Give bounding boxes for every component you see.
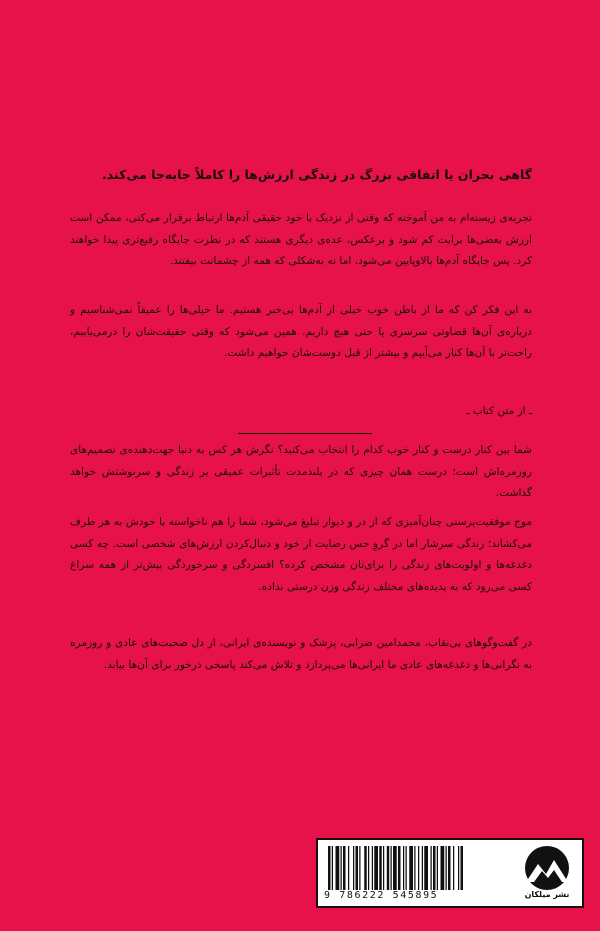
barcode-bar [374,846,378,890]
excerpt-source-note: ـ از متن کتاب ـ [466,405,532,417]
barcode-bar [437,846,438,890]
description-paragraph-3: در گفت‌وگوهای بی‌نقاب، محمدامین ضرابی، پزشک و نویسنده‌ی ایرانی، از دل صحبت‌های عادی و روزمره به نگرانی‌ها و دغدغه‌های عادی ما ایرانی‌ها می‌پردازد و تلاش می‌کند پاسخی درخور برای آن‌ها بیابد. [70,637,532,671]
barcode-bar [348,846,349,890]
description-paragraph-2: موج موفقیت‌پرستی چنان‌آمیزی که از در و دیوار تبلیغ می‌شود، شما را هم ناخواسته با خودش به هر طرف می‌کشاند؛ زندگی سرشار اما در گروِ حس رضایت از خود و دنبال‌کردن ارزش‌های شخصی است. چه کسی دغدغه‌ها و اولویت‌های زندگی را برای‌تان مشخص کرده؟ افسردگی و سرخوردگی بیش‌تر از همه سراغ کسی می‌رود که به پدیده‌های مختلف زندگی وزن درستی نداده. [70,516,532,593]
excerpt-paragraph-2: به این فکر کن که ما از باطن خوب خیلی از آدم‌ها بی‌خبر هستیم. ما خیلی‌ها را عمیقاً نمی‌شناسیم و درباره‌ی آن‌ها قضاوتی سرسری یا حتی هیچ داریم. همین می‌شود که وقتی حقیقت‌شان را درمی‌یابیم، راحت‌تر با آن‌ها کنار می‌آییم و بیشتر از قبل دوست‌شان خواهیم داشت. [70,304,532,359]
barcode-bar [424,846,428,890]
barcode-bar [364,846,367,890]
barcode-bar [422,846,423,890]
barcode-bar [393,846,397,890]
barcode-bar [414,846,415,890]
barcode-bar [418,846,419,890]
barcode-bar [328,846,331,890]
barcode-bar [406,846,407,890]
barcode-bar [356,846,359,890]
barcode-bar [379,846,382,890]
barcode-bar [372,846,373,890]
barcode-bar [398,846,401,890]
barcode-bar [403,846,404,890]
barcode-bar [332,846,333,890]
barcode-bar [368,846,369,890]
barcode-bar [353,846,354,890]
publisher-name: نشر میلکان [524,890,570,899]
isbn-number: 9 786222 545895 [324,890,439,901]
barcode-panel [316,838,584,908]
barcode-bar [461,846,464,890]
barcode-bar [341,846,342,890]
mountains-logo-icon [516,844,578,904]
barcode-bar [458,846,459,890]
barcode-bar [409,846,413,890]
barcode-bar [391,846,392,890]
description-paragraph-1: شما بین کنار درست و کنار خوب کدام را انتخاب می‌کنید؟ نگرش هر کس به دنیا جهت‌دهنده‌ی تصمیم‌های روزمره‌اش است؛ درست همان چیزی که در بلندمدت تأثیرات عمیقی بر زندگی و سرنوشتش خواهد گذاشت. [70,444,532,499]
barcode-bar [383,846,384,890]
barcode-bar [448,846,451,890]
barcode-bar [433,846,436,890]
barcode-bar [336,846,340,890]
barcode-bar [343,846,346,890]
section-divider [238,433,372,434]
barcode-bar [359,846,360,890]
cover-heading: گاهی بحران یا اتفاقی بزرگ در زندگی ارزش‌ها را کاملاً جابه‌جا می‌کند. [102,167,532,182]
barcode-bar [453,846,454,890]
excerpt-paragraph-1: تجربه‌ی زیسته‌ام به من آموخته که وقتی از نزدیک با خود حقیقی آدم‌ها ارتباط برقرار می‌کنی، ممکن است ارزش بعضی‌ها برایت کم شود و برعکس، عده‌ی دیگری هستند که در نظرت جایگاه رفیع‌تری پیدا خواهند کرد. پس جایگاه آدم‌ها بالا‌وپایین می‌شود، اما نه به‌شکلی که همه از چشمانت بیفتند. [70,212,532,267]
barcode-bar [431,846,432,890]
isbn-barcode [324,846,510,892]
barcode-bar [446,846,447,890]
barcode-bar [387,846,390,890]
barcode-bar [441,846,445,890]
